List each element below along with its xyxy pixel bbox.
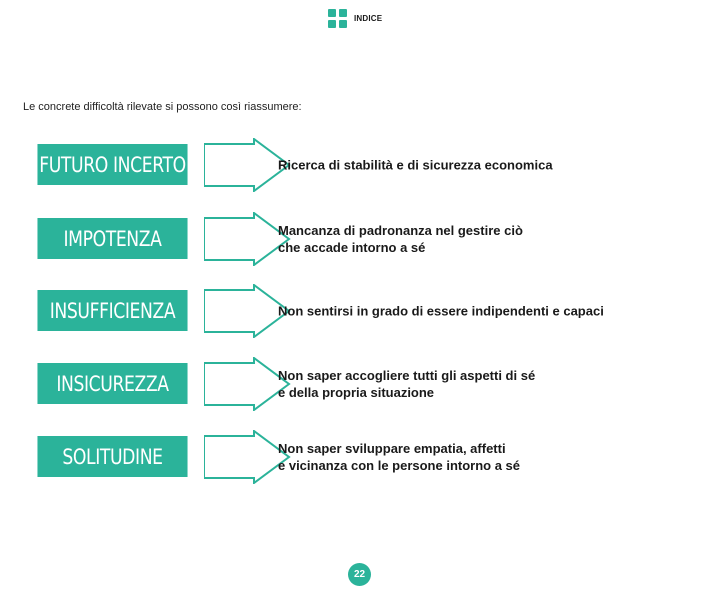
list-item [21, 138, 681, 192]
item-title-box [37, 218, 187, 259]
description-line: Non saper sviluppare empatia, affetti [278, 441, 506, 456]
item-description [278, 303, 604, 320]
item-description [278, 222, 523, 256]
description-line: e vicinanza con le persone intorno a sé [278, 458, 521, 473]
description-line: e della propria situazione [278, 385, 435, 400]
description-line: Ricerca di stabilità e di sicurezza economica [278, 157, 553, 173]
list-item [21, 212, 681, 266]
item-description [278, 157, 553, 174]
description-line: che accade intorno a sé [278, 240, 426, 255]
item-title: SOLITUDINE [62, 444, 163, 469]
list-item [21, 357, 681, 411]
item-title: FUTURO INCERTO [39, 152, 186, 177]
item-title-box [37, 363, 187, 404]
item-description [278, 367, 535, 401]
item-description [278, 440, 520, 474]
item-title-box [37, 436, 187, 477]
item-title-box [37, 144, 187, 185]
grid-icon[interactable] [328, 9, 347, 28]
index-link[interactable]: INDICE [354, 14, 383, 23]
description-line: Non sentirsi in grado di essere indipendenti e capaci [278, 303, 604, 319]
item-title: INSUFFICIENZA [49, 298, 176, 323]
intro-text: Le concrete difficoltà rilevate si possono così riassumere: [23, 101, 302, 113]
header[interactable] [328, 9, 382, 28]
list-item [21, 430, 681, 484]
list-item [21, 284, 681, 338]
item-title-box [37, 290, 187, 331]
item-title: IMPOTENZA [63, 226, 162, 251]
page-number: 22 [348, 563, 371, 586]
description-line: Mancanza di padronanza nel gestire ciò [278, 223, 523, 238]
description-line: Non saper accogliere tutti gli aspetti di sé [278, 368, 536, 383]
item-title: INSICUREZZA [56, 371, 169, 396]
